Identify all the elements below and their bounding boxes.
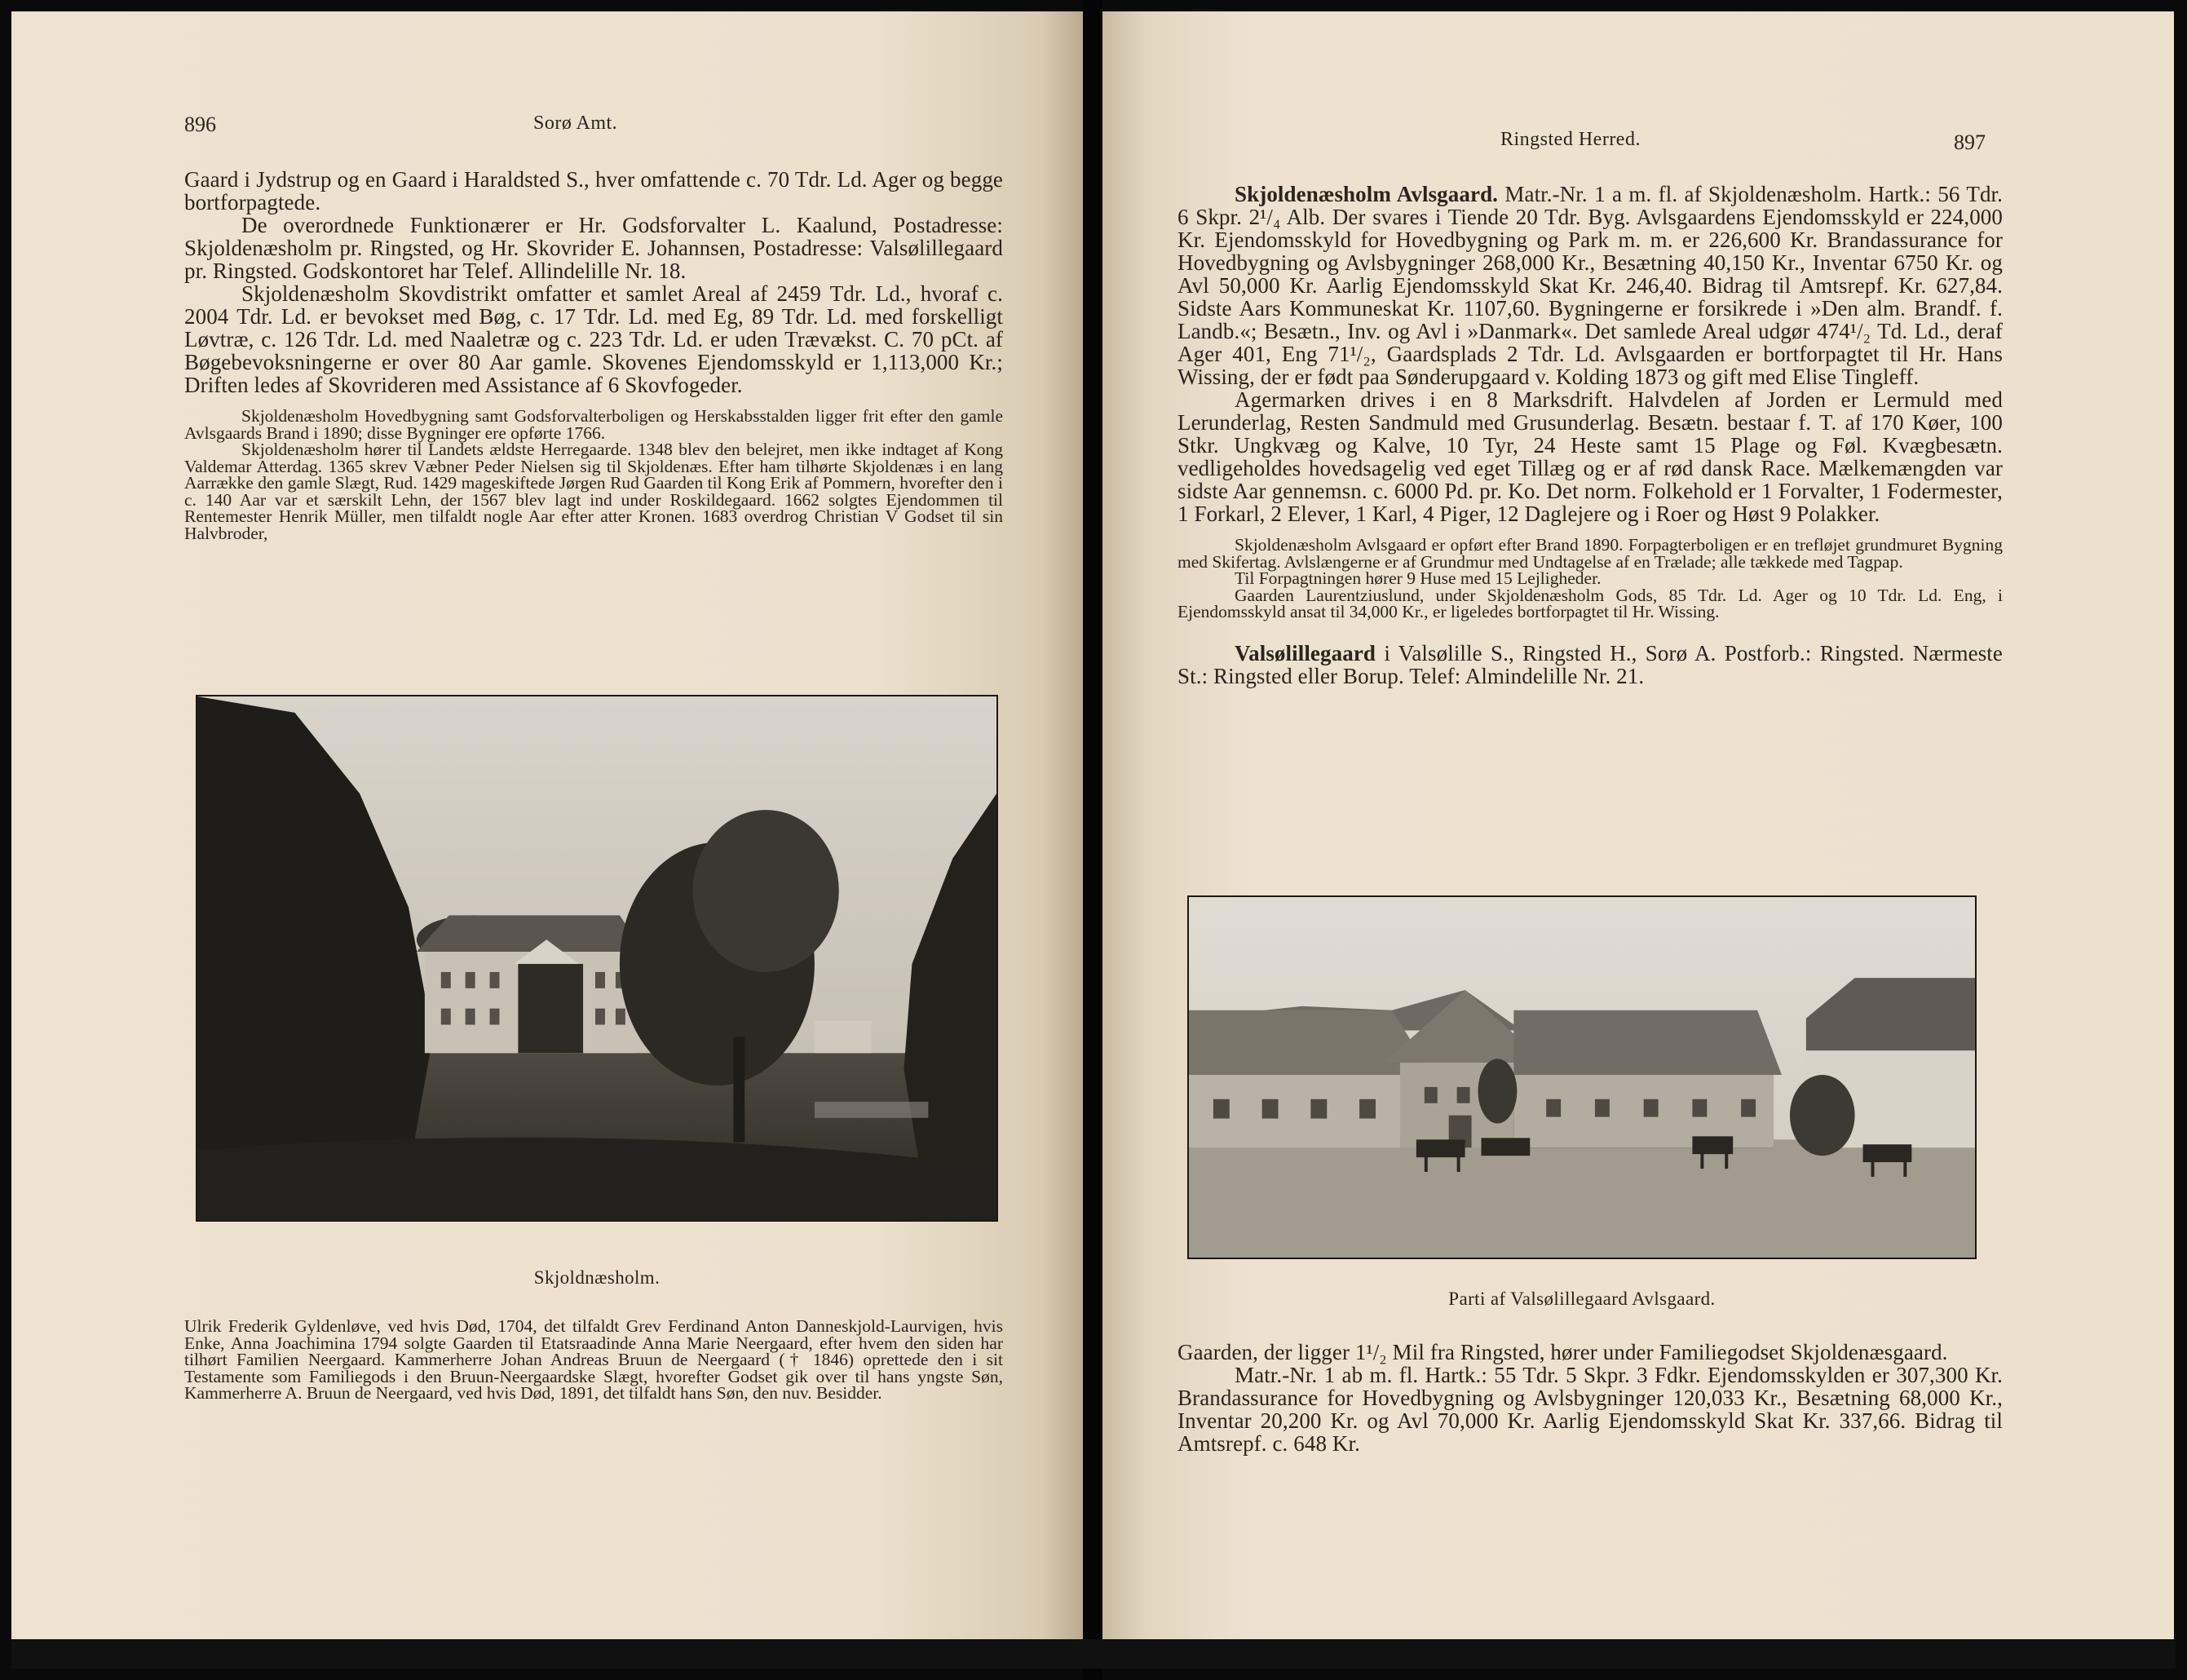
paragraph: Skjoldenæsholm Skovdistrikt omfatter et samlet Areal af 2459 Tdr. Ld., hvoraf c. 2004 Tdr. Ld. er bevokset med Bøg, c. 17 Tdr. Ld. med Eg, 89 Tdr. Ld. med forskelligt Løvtræ, c. 126 Tdr. Ld. med Naaletræ og c. 223 Tdr. Ld. er uden Trævækst. C. 70 pCt. af Bøgebevoksningerne er over 80 Aar gamle. Skovenes Ejendomsskyld er 1,113,000 Kr.; Driften ledes af Skovrideren med Assistance af 6 Skovfogeder. (184, 281, 1003, 397)
paragraph: De overordnede Funktionærer er Hr. Godsforvalter L. Kaalund, Postadresse: Skjoldenæsholm pr. Ringsted, og Hr. Skovrider E. Johannsen, Postadresse: Valsølillegaard pr. Ringsted. Godskontoret har Telef. Allindelille Nr. 18. (184, 213, 1003, 283)
small-paragraph: Skjoldenæsholm hører til Landets ældste Herregaarde. 1348 blev den belejret, men ikke indtaget af Kong Valdemar Atterdag. 1365 skrev Væbner Peder Nielsen sig til Skjoldenæs. Efter ham tilhørte Skjoldenæs i en lang Aarrække den gamle Slægt, Rud. 1429 mageskiftede Jørgen Rud Gaarden til Kong Erik af Pommern, hvorefter den i c. 140 Aar var et særskilt Lehn, der 1567 blev lagt ind under Roskildegaard. 1662 solgtes Ejendommen til Rentemester Henrik Müller, men tilfaldt nogle Aar efter atter Kronen. 1683 overdrog Christian V Godset til sin Halvbroder, (184, 440, 1003, 543)
small-paragraph: Til Forpagtningen hører 9 Huse med 15 Lejligheder. (1235, 568, 1602, 588)
right-page (1102, 11, 2174, 1669)
running-head: Sorø Amt. (533, 113, 618, 134)
body-text-bottom (184, 1318, 1003, 1402)
entry-title: Skjoldenæsholm Avlsgaard. (1235, 182, 1499, 206)
left-page (11, 11, 1083, 1669)
entry-text: i Valsølille S., Ringsted H., Sorø A. Postforb.: Ringsted. Nærmeste St.: Ringsted eller Borup. Telef: Almindelille Nr. 21. (1177, 640, 2003, 688)
entry-text: Matr.-Nr. 1 a m. fl. af Skjoldenæsholm. Hartk.: 56 Tdr. 6 Skpr. 2¹/₄ Alb. Der svares i Tiende 20 Tdr. Byg. Avlsgaardens Ejendomsskyld er 224,000 Kr. Ejendomsskyld for Hovedbygning og Park m. m. er 226,600 Kr. Brandassurance for Hovedbygning og Avlsbygninger 268,000 Kr., Besætning 40,150 Kr., Inventar 6750 Kr. og Avl 50,000 Kr. Aarlig Ejendomsskyld Skat Kr. 246,40. Bidrag til Amtsrepf. Kr. 627,84. Sidste Aars Kommuneskat Kr. 1107,60. Bygningerne er forsikrede i »Den alm. Brandf. f. Landb.«; Besætn., Inv. og Avl i »Danmark«. Det samlede Areal udgør 474¹/₂ Td. Ld., deraf Ager 401, Eng 71¹/₂, Gaardsplads 2 Tdr. Ld. Avlsgaarden er bortforpagtet til Hr. Hans Wissing, der er født paa Sønderupgaard v. Kolding 1873 og gift med Elise Tingleff. (1177, 182, 2003, 389)
body-text-bottom (1177, 1341, 2003, 1455)
small-paragraph: Skjoldenæsholm Avlsgaard er opført efter Brand 1890. Forpagterboligen er en trefløjet grundmuret Bygning med Skifertag. Avlslængerne er af Grundmur med Undtagelse af en Trælade; alle tækkede med Tagpap. (1177, 535, 2003, 572)
small-paragraph: Gaarden Laurentziuslund, under Skjoldenæsholm Gods, 85 Tdr. Ld. Ager og 10 Tdr. Ld. Eng, i Ejendomsskyld ansat til 34,000 Kr., er ligeledes bortforpagtet til Hr. Wissing. (1177, 585, 2003, 621)
paragraph: Gaard i Jydstrup og en Gaard i Haraldsted S., hver omfattende c. 70 Tdr. Ld. Ager og begge bortforpagtede. (184, 167, 1003, 214)
running-head: Ringsted Herred. (1500, 129, 1641, 150)
photo-caption: Skjoldnæsholm. (533, 1267, 661, 1288)
small-paragraph: Ulrik Frederik Gyldenløve, ved hvis Død, 1704, det tilfaldt Grev Ferdinand Anton Danneskjold-Laurvigen, hvis Enke, Anna Joachimina 1794 solgte Gaarden til Etatsraadinde Anna Marie Neergaard, efter hvem den siden har tilhørt Familien Neergaard. Kammerherre Johan Andreas Bruun de Neergaard († 1846) oprettede den i sit Testamente som Familiegods i den Bruun-Neergaardske Slægt, hvorefter Godset gik over til hans yngste Søn, Kammerherre A. Bruun de Neergaard, ved hvis Død, 1891, det tilfaldt hans Søn, den nuv. Besidder. (184, 1316, 1003, 1403)
page-number: 897 (1954, 130, 1986, 154)
body-text-top (184, 168, 1003, 542)
page-bottom-edge (11, 1639, 2176, 1669)
photo-caption: Parti af Valsølillegaard Avlsgaard. (1448, 1289, 1716, 1309)
manor-house-photo (196, 695, 998, 1222)
small-paragraph: Skjoldenæsholm Hovedbygning samt Godsforvalterboligen og Herskabsstalden ligger frit efter den gamle Avlsgaards Brand i 1890; disse Bygninger ere opførte 1766. (184, 406, 1003, 443)
entry-title: Valsølillegaard (1235, 640, 1376, 665)
book-spine (1083, 0, 1102, 1680)
paragraph: Agermarken drives i en 8 Marksdrift. Halvdelen af Jorden er Lermuld med Lerunderlag, Resten Sandmuld med Grusunderlag. Besætn. bestaar f. T. af 170 Køer, 100 Stkr. Ungkvæg og Kalve, 10 Tyr, 24 Heste samt 15 Plage og Føl. Kvægbesætn. vedligeholdes hovedsagelig ved eget Tillæg og er af rød dansk Race. Mælkemængden var sidste Aar gennemsn. c. 6000 Pd. pr. Ko. Det norm. Folkehold er 1 Forvalter, 1 Fodermester, 1 Forkarl, 2 Elever, 1 Karl, 4 Piger, 12 Daglejere og i Roer og Høst 9 Polakker. (1177, 387, 2003, 526)
paragraph: Gaarden, der ligger 1¹/₂ Mil fra Ringsted, hører under Familiegodset Skjoldenæsgaard. (1177, 1340, 1948, 1364)
body-text-top (1177, 183, 2003, 687)
paragraph: Matr.-Nr. 1 ab m. fl. Hartk.: 55 Tdr. 5 Skpr. 3 Fdkr. Ejendomsskylden er 307,300 Kr. Brandassurance for Hovedbygning og Avlsbygninger 120,033 Kr., Besætning 68,000 Kr., Inventar 20,200 Kr. og Avl 70,000 Kr. Aarlig Ejendomsskyld Skat Kr. 337,66. Bidrag til Amtsrepf. c. 648 Kr. (1177, 1363, 2003, 1456)
page-number: 896 (184, 113, 216, 136)
farmyard-photo (1187, 895, 1977, 1259)
